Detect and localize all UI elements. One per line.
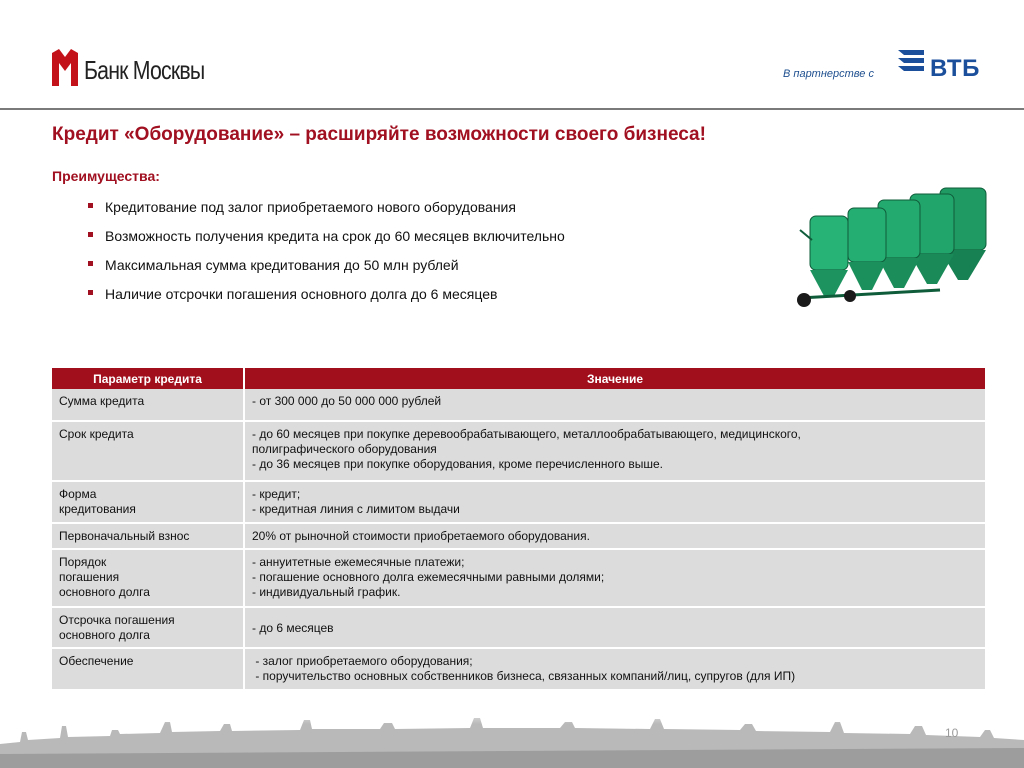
- param-cell: Порядок погашения основного долга: [52, 549, 244, 607]
- table-row: [52, 648, 985, 690]
- page-number: 10: [945, 726, 959, 740]
- advantage-text: Кредитование под залог приобретаемого нового оборудования: [105, 199, 516, 215]
- value-cell: - аннуитетные ежемесячные платежи; - погашение основного долга ежемесячными равными долями; - индивидуальный график.: [244, 549, 985, 607]
- param-cell: Срок кредита: [52, 421, 244, 481]
- square-bullet-icon: [88, 203, 93, 208]
- square-bullet-icon: [88, 290, 93, 295]
- advantages-list: [88, 198, 565, 314]
- square-bullet-icon: [88, 232, 93, 237]
- value-cell: - до 6 месяцев: [244, 607, 985, 648]
- square-bullet-icon: [88, 261, 93, 266]
- advantage-text: Возможность получения кредита на срок до 60 месяцев включительно: [105, 228, 565, 244]
- column-header-parameter: Параметр кредита: [52, 368, 244, 389]
- bank-moskvy-logo-icon: [52, 49, 78, 86]
- advantage-text: Максимальная сумма кредитования до 50 млн рублей: [105, 257, 459, 273]
- advantage-item: [88, 227, 565, 256]
- advantage-item: [88, 256, 565, 285]
- vtb-brand: ВТБ: [930, 55, 980, 82]
- bank-name: Банк Москвы: [84, 55, 205, 85]
- value-cell: 20% от рыночной стоимости приобретаемого оборудования.: [244, 523, 985, 549]
- value-cell: - кредит; - кредитная линия с лимитом выдачи: [244, 481, 985, 523]
- table-row: [52, 549, 985, 607]
- advantage-text: Наличие отсрочки погашения основного долга до 6 месяцев: [105, 286, 498, 302]
- advantage-item: [88, 285, 565, 314]
- partner-text: В партнерстве с: [783, 68, 874, 80]
- param-cell: Обеспечение: [52, 648, 244, 690]
- param-cell: Первоначальный взнос: [52, 523, 244, 549]
- value-cell: - от 300 000 до 50 000 000 рублей: [244, 389, 985, 421]
- param-cell: Форма кредитования: [52, 481, 244, 523]
- value-cell: - залог приобретаемого оборудования; - поручительство основных собственников бизнеса, связанных компаний/лиц, супругов (для ИП): [244, 648, 985, 690]
- header-divider: [0, 108, 1024, 110]
- param-cell: Отсрочка погашения основного долга: [52, 607, 244, 648]
- table-row: [52, 389, 985, 421]
- equipment-photo: [790, 180, 1000, 315]
- vtb-logo-icon: [894, 46, 928, 80]
- table-row: [52, 523, 985, 549]
- column-header-value: Значение: [244, 368, 985, 389]
- value-cell: - до 60 месяцев при покупке деревообрабатывающего, металлообрабатывающего, медицинского, полиграфического оборудования - до 36 месяцев при покупке оборудования, кроме перечисленного выше.: [244, 421, 985, 481]
- table-row: [52, 481, 985, 523]
- slide-title: Кредит «Оборудование» – расширяйте возможности своего бизнеса!: [52, 124, 706, 145]
- credit-parameters-table: [52, 368, 985, 691]
- slide-header: [0, 0, 1024, 110]
- table-row: [52, 607, 985, 648]
- advantage-item: [88, 198, 565, 227]
- table-row: [52, 421, 985, 481]
- advantages-heading: Преимущества:: [52, 168, 160, 184]
- param-cell: Сумма кредита: [52, 389, 244, 421]
- table-header-row: [52, 368, 985, 389]
- city-skyline-decoration: [0, 704, 1024, 768]
